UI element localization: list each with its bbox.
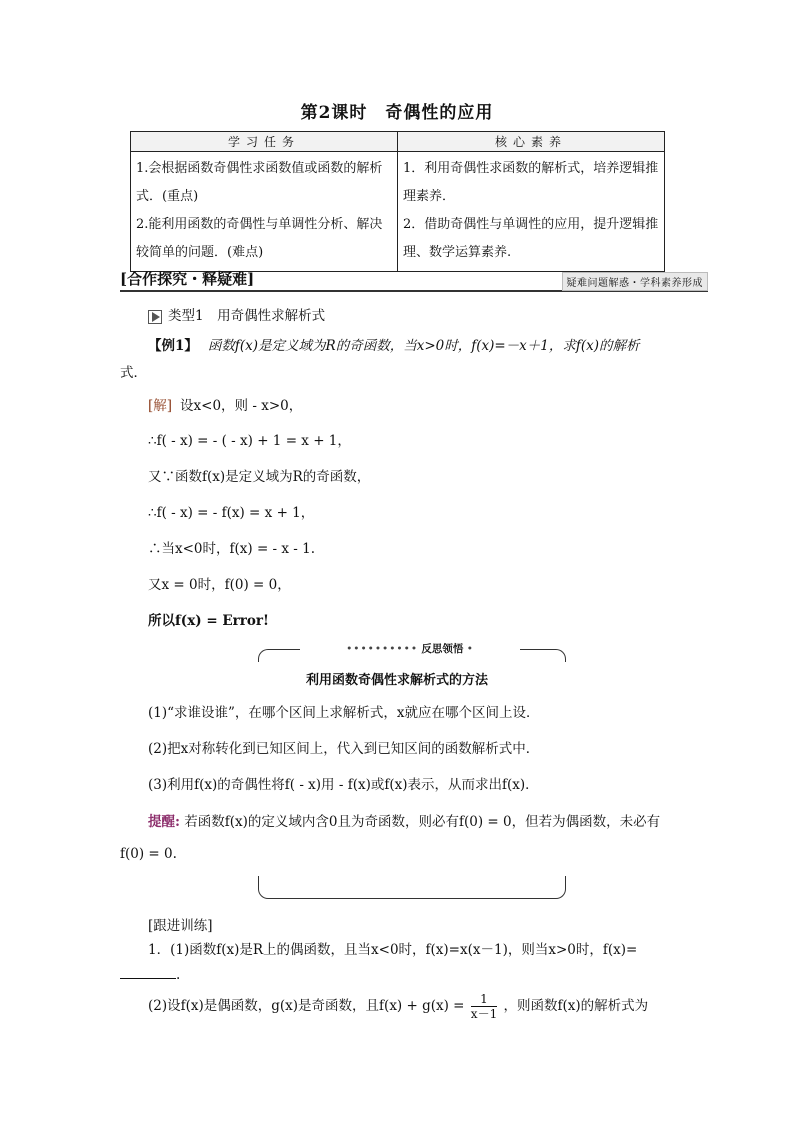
question-1-line-1: 1．(1)函数f(x)是R上的偶函数，且当x<0时，f(x)=x(x－1)，则当x>0时，f(x)= [148, 942, 638, 958]
play-triangle-icon [148, 310, 162, 324]
reflection-label: 反思领悟 [421, 643, 464, 655]
dotted-divider-right: • [466, 643, 474, 655]
section-tag: 疑难问题解惑・学科素养形成 [562, 272, 709, 291]
method-item-1: (1)“求谁设谁”，在哪个区间上求解析式，x就应在哪个区间上设． [148, 705, 540, 721]
solution-label: [解] [148, 398, 173, 414]
tip-text-1: 若函数f(x)的定义域内含0且为奇函数，则必有f(0) = 0，但若为偶函数，未必有 [184, 814, 661, 830]
literacy-item-2: 2．借助奇偶性与单调性的应用，提升逻辑推理、数学运算素养. [403, 217, 659, 260]
tip-line-2: f(0) = 0. [120, 846, 177, 862]
method-title: 利用函数奇偶性求解析式的方法 [305, 673, 488, 688]
solution-line-2: ∴f( - x) = - ( - x) + 1 = x + 1， [148, 433, 351, 449]
question-1-tail: . [176, 967, 181, 983]
table-header-tasks: 学习任务 [131, 132, 398, 152]
method-item-3: (3)利用f(x)的奇偶性将f( - x)用 - f(x)或f(x)表示，从而求出f(x)． [148, 777, 539, 793]
learning-objectives-table [130, 131, 665, 272]
reflection-box-bottom [258, 876, 566, 899]
lesson-title: 第2课时 奇偶性的应用 [300, 103, 494, 123]
example-line-2: 式． [120, 365, 147, 381]
solution-text-1: 设x<0，则 - x>0， [180, 398, 303, 414]
table-cell-literacy [398, 152, 665, 272]
type-heading-text: 类型1 用奇偶性求解析式 [168, 308, 326, 324]
solution-final: 所以f(x) = Error! [148, 613, 269, 629]
reflection-banner [300, 641, 520, 656]
question-2-post: ，则函数f(x)的解析式为 [503, 998, 649, 1014]
solution-line-3: 又∵函数f(x)是定义域为R的奇函数， [148, 469, 371, 485]
type-heading [148, 304, 325, 324]
section-title: [合作探究・释疑难] [120, 270, 255, 288]
practice-label: [跟进训练] [148, 918, 213, 934]
task-item-1: 1.会根据函数奇偶性求函数值或函数的解析式．(重点) [136, 161, 383, 204]
example-text-1: 函数f(x)是定义域为R的奇函数，当x>0时，f(x)=－x＋1，求f(x)的解析 [207, 338, 640, 354]
table-cell-tasks [131, 152, 398, 272]
solution-line-1 [148, 394, 302, 414]
dotted-divider-left: •••••••••• [346, 643, 419, 655]
fraction [471, 992, 497, 1021]
fraction-numerator: 1 [471, 992, 497, 1007]
question-1-line-2 [120, 966, 180, 983]
tip-line-1 [148, 810, 660, 830]
table-header-literacy: 核心素养 [398, 132, 665, 152]
method-item-2: (2)把x对称转化到已知区间上，代入到已知区间的函数解析式中． [148, 741, 540, 757]
solution-line-4: ∴f( - x) = - f(x) = x + 1， [148, 505, 315, 521]
question-2-line [148, 992, 648, 1021]
fraction-denominator: x－1 [470, 1007, 498, 1021]
example-line-1 [148, 334, 640, 354]
literacy-item-1: 1．利用奇偶性求函数的解析式，培养逻辑推理素养． [403, 161, 659, 204]
question-2-pre: (2)设f(x)是偶函数，g(x)是奇函数，且f(x) + g(x) = [148, 998, 465, 1014]
solution-line-6: 又x = 0时，f(0) = 0， [148, 577, 291, 593]
example-label: 【例1】 [148, 338, 198, 354]
tip-label: 提醒: [148, 814, 180, 830]
task-item-2: 2.能利用函数的奇偶性与单调性分析、解决较简单的问题．(难点) [136, 217, 383, 260]
section-header [120, 268, 708, 292]
answer-blank [120, 966, 176, 979]
solution-line-5: ∴当x<0时，f(x) = - x - 1. [148, 541, 316, 557]
